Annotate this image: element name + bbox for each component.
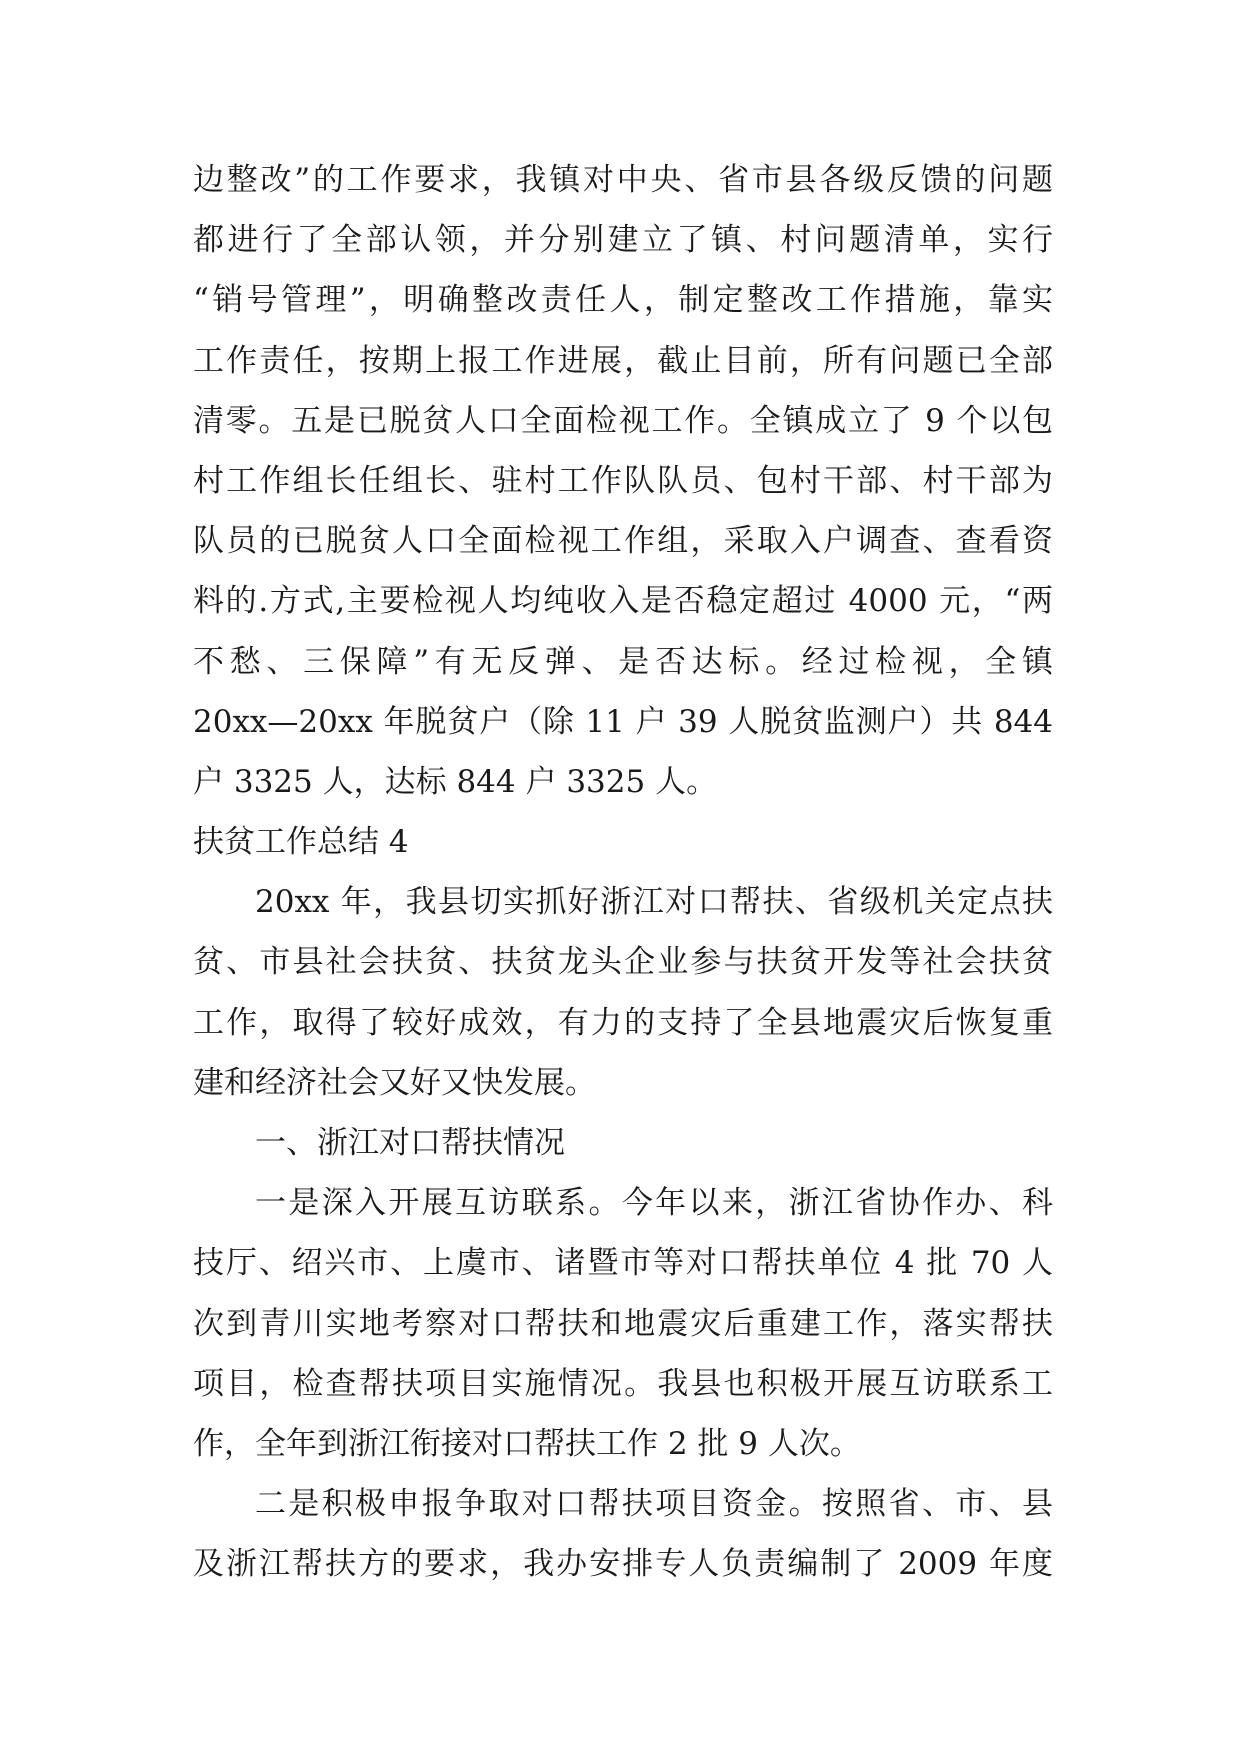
text-line: 村工作组长任组长、驻村工作队队员、包村干部、村干部为 <box>193 462 1053 499</box>
text-line: 贫、市县社会扶贫、扶贫龙头企业参与扶贫开发等社会扶贫 <box>193 944 1053 981</box>
text-line: 户 3325 人，达标 844 户 3325 人。 <box>193 763 718 800</box>
text-line: 队员的已脱贫人口全面检视工作组，采取入户调查、查看资 <box>193 523 1053 560</box>
paragraph-3 <box>193 1173 1053 1474</box>
text-line: 工作责任，按期上报工作进展，截止目前，所有问题已全部 <box>193 342 1053 379</box>
paragraph-4 <box>193 1474 1053 1594</box>
text-line: 20xx—20xx 年脱贫户（除 11 户 39 人脱贫监测户）共 844 <box>193 703 1053 740</box>
text-line: 技厅、绍兴市、上虞市、诸暨市等对口帮扶单位 4 批 70 人 <box>193 1245 1053 1282</box>
text-line: 及浙江帮扶方的要求，我办安排专人负责编制了 2009 年度 <box>193 1546 1053 1583</box>
text-line: 料的.方式,主要检视人均纯收入是否稳定超过 4000 元，“两 <box>193 583 1053 620</box>
text-line: 工作，取得了较好成效，有力的支持了全县地震灾后恢复重 <box>193 1004 1053 1041</box>
document-page <box>193 150 1053 1595</box>
text-line: 都进行了全部认领，并分别建立了镇、村问题清单，实行 <box>193 222 1053 259</box>
text-line: 次到青川实地考察对口帮扶和地震灾后重建工作，落实帮扶 <box>193 1305 1053 1342</box>
text-line: 不愁、三保障”有无反弹、是否达标。经过检视，全镇 <box>193 643 1053 680</box>
text-line: 建和经济社会又好又快发展。 <box>193 1064 596 1101</box>
text-line: 一是深入开展互访联系。今年以来，浙江省协作办、科 <box>255 1185 1053 1222</box>
text-line: 边整改”的工作要求，我镇对中央、省市县各级反馈的问题 <box>193 162 1053 198</box>
text-line: 二是积极申报争取对口帮扶项目资金。按照省、市、县 <box>255 1486 1053 1523</box>
subheading-zhejiang: 一、浙江对口帮扶情况 <box>255 1125 565 1161</box>
paragraph-1 <box>193 150 1053 812</box>
text-line: 清零。五是已脱贫人口全面检视工作。全镇成立了 9 个以包 <box>193 402 1053 439</box>
text-line: 20xx 年，我县切实抓好浙江对口帮扶、省级机关定点扶 <box>255 884 1053 921</box>
text-line: 作，全年到浙江衔接对口帮扶工作 2 批 9 人次。 <box>193 1425 861 1462</box>
paragraph-2 <box>193 872 1053 1113</box>
text-line: 项目，检查帮扶项目实施情况。我县也积极开展互访联系工 <box>193 1365 1053 1402</box>
section-title: 扶贫工作总结 4 <box>193 824 409 861</box>
text-line: “销号管理”，明确整改责任人，制定整改工作措施，靠实 <box>193 282 1053 319</box>
